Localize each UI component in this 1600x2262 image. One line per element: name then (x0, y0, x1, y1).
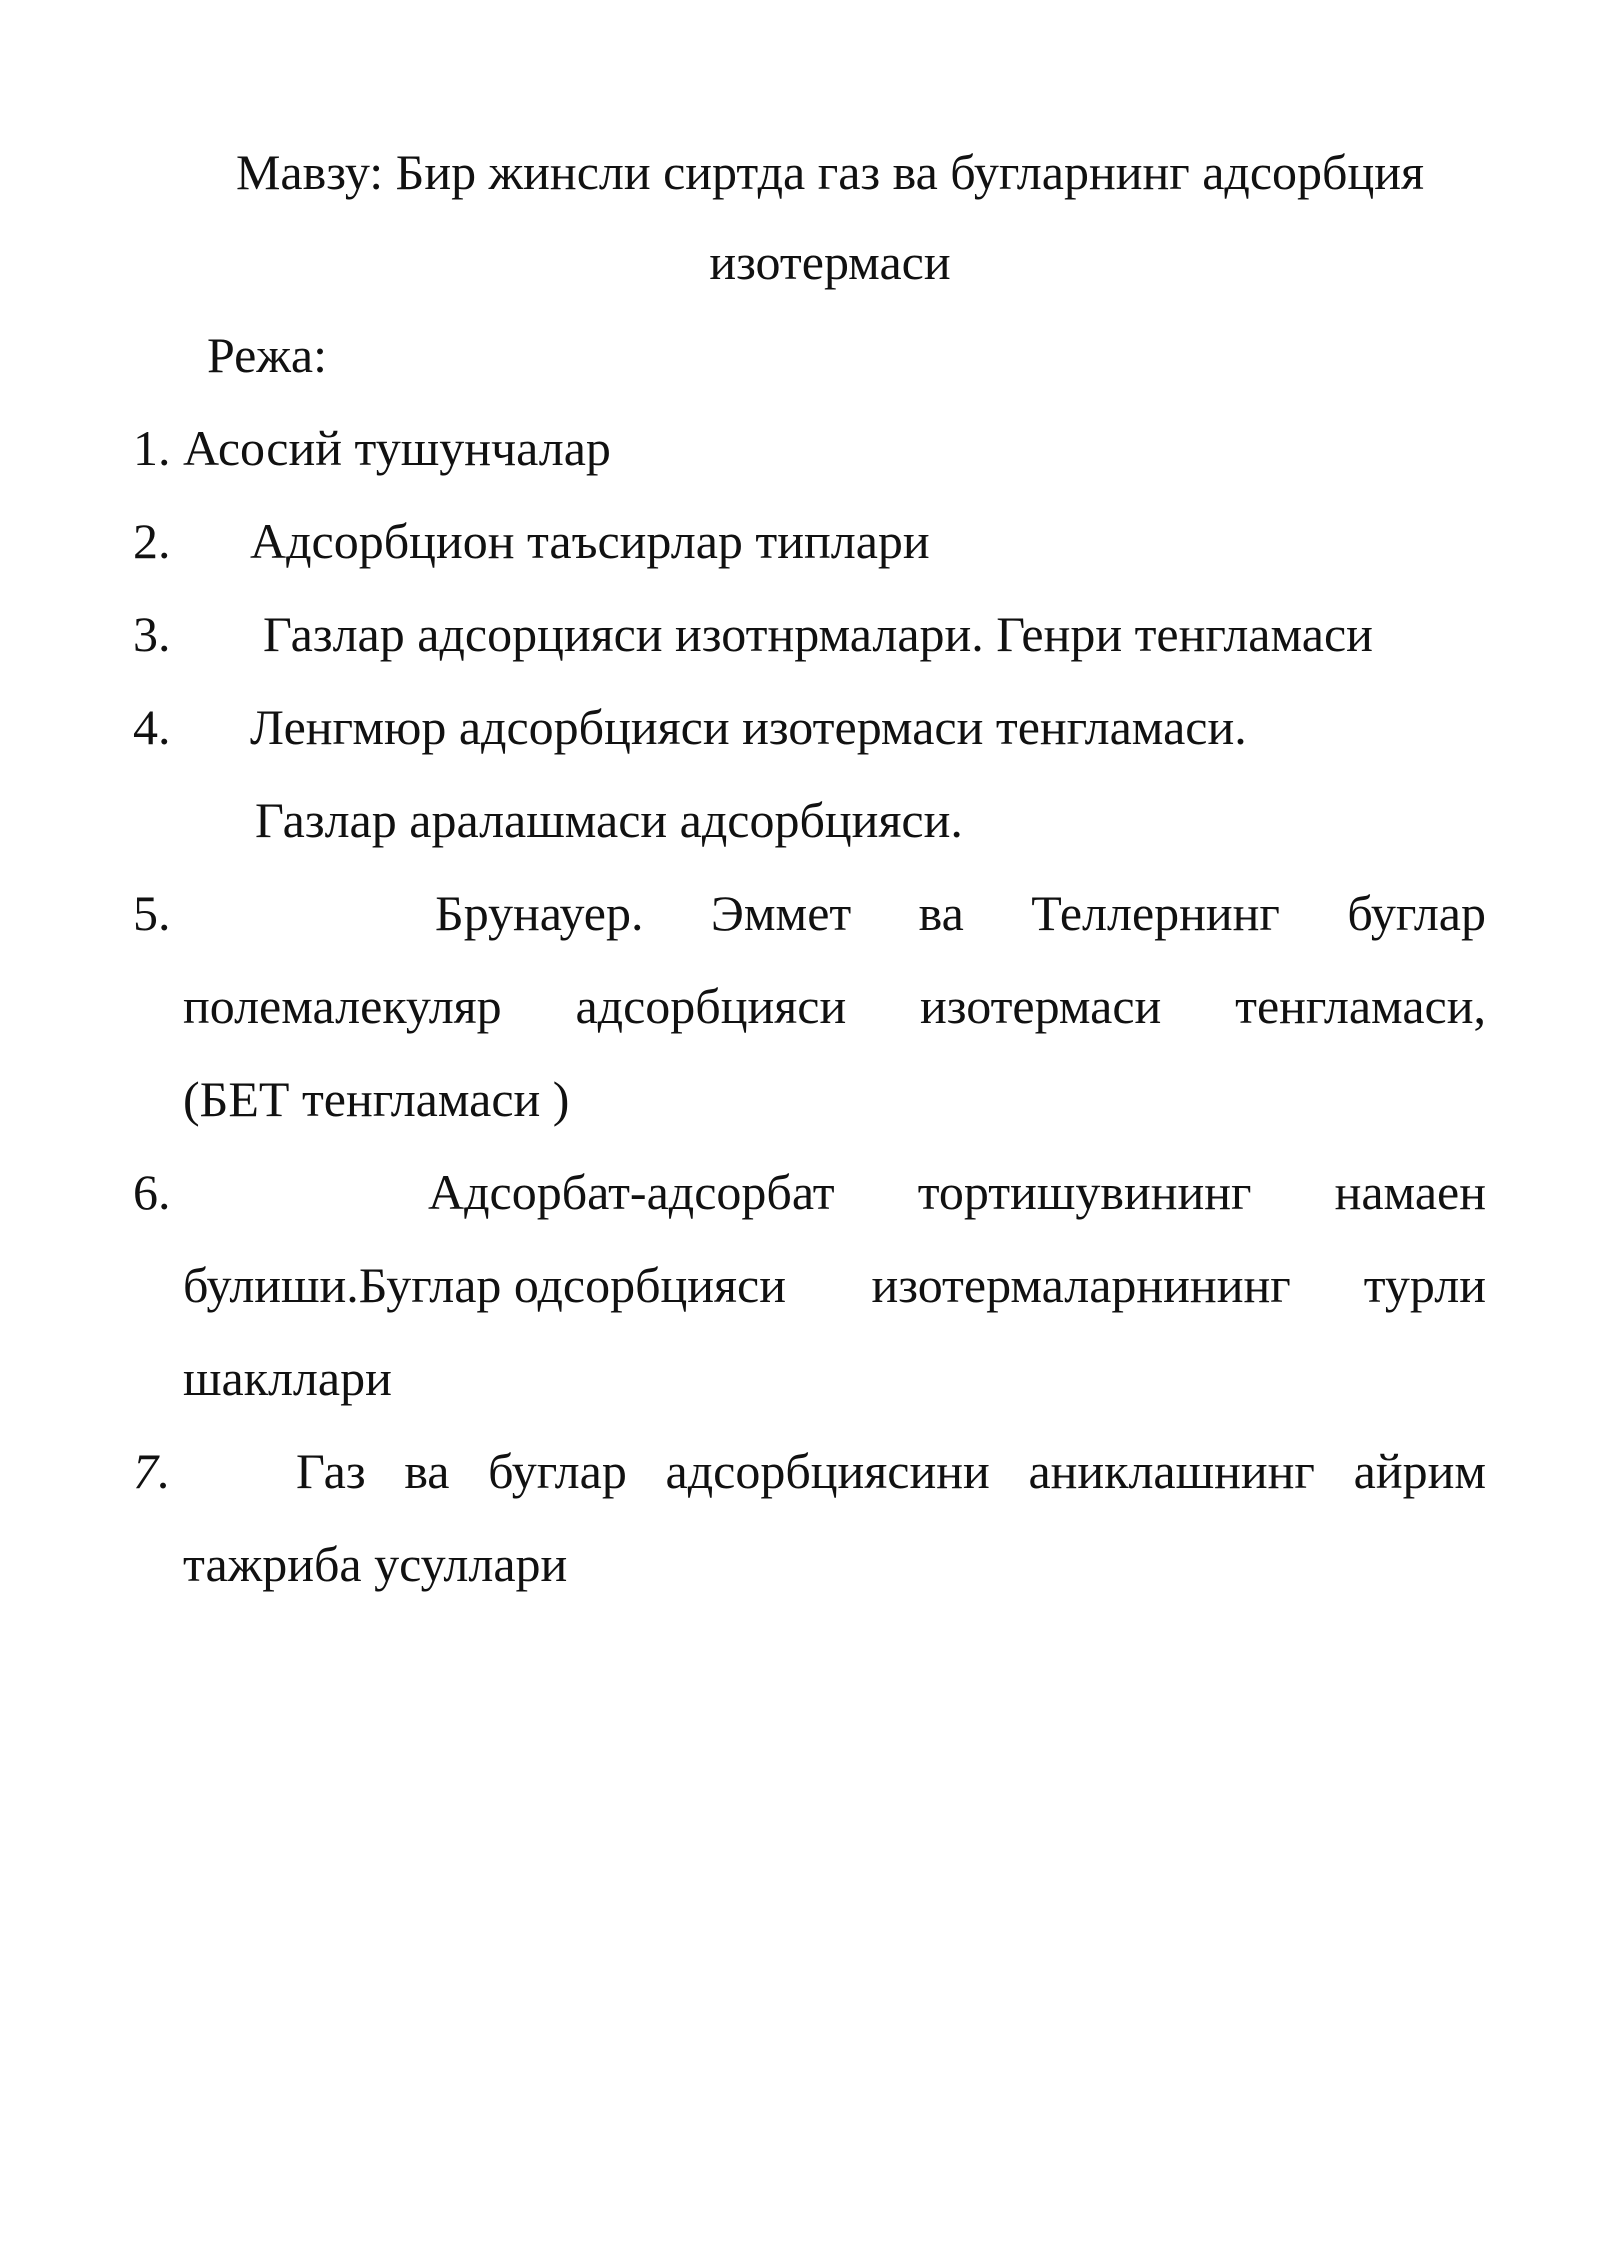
item-7-text-line-2: тажриба усуллари (183, 1536, 568, 1592)
item-5-number: 5. (133, 885, 171, 941)
item-7-number: 7. (133, 1443, 171, 1499)
item-3-text: Газлар адсорцияси изотнрмалари. Генри тенгламаси (263, 606, 1373, 662)
item-4-text-line-1: Ленгмюр адсорбцияси изотермаси тенгламаси. (250, 699, 1247, 755)
item-1-text: Асосий тушунчалар (183, 420, 611, 476)
item-6-text-line-3: шакллари (183, 1350, 392, 1406)
word: буглар (1347, 885, 1486, 941)
word: ва (918, 885, 964, 941)
word: Теллернинг (1031, 885, 1280, 941)
plan-label: Режа: (207, 327, 327, 383)
item-6-text-line-1 (428, 1162, 1486, 1222)
word: изотермаларнининг (871, 1257, 1291, 1313)
title-line-1: Мавзу: Бир жинсли сиртда газ ва бугларнинг адсорбция (235, 144, 1425, 200)
word: Эммет (710, 885, 852, 941)
item-5-text-line-2 (183, 976, 1486, 1036)
word: буглар (488, 1443, 627, 1499)
item-4-number: 4. (133, 699, 171, 755)
title-line-2: изотермаси (709, 234, 951, 290)
word: тенгламаси, (1235, 978, 1486, 1034)
word: намаен (1334, 1164, 1486, 1220)
item-1-number: 1. (133, 420, 171, 476)
item-5-text-line-1 (435, 883, 1486, 943)
word: аниклашнинг (1028, 1443, 1315, 1499)
item-5-text-line-3: (БЕТ тенгламаси ) (183, 1071, 570, 1127)
item-3-number: 3. (133, 606, 171, 662)
item-6-number: 6. (133, 1164, 171, 1220)
word: адсорбцияси (575, 978, 847, 1034)
word: Газ (296, 1443, 366, 1499)
word: тортишувининг (917, 1164, 1252, 1220)
word: изотермаси (920, 978, 1162, 1034)
word: айрим (1353, 1443, 1486, 1499)
word: Адсорбат-адсорбат (428, 1164, 835, 1220)
word: адсорбциясини (665, 1443, 990, 1499)
word: полемалекуляр (183, 978, 502, 1034)
item-6-text-line-2 (183, 1255, 1486, 1315)
word: ва (404, 1443, 450, 1499)
item-7-text-line-1 (296, 1441, 1486, 1501)
word: турли (1363, 1257, 1486, 1313)
item-4-text-line-2: Газлар аралашмаси адсорбцияси. (255, 792, 963, 848)
word: Брунауер. (435, 885, 644, 941)
item-2-number: 2. (133, 513, 171, 569)
word: булиши.Буглар одсорбцияси (183, 1257, 799, 1313)
item-2-text: Адсорбцион таъсирлар типлари (250, 513, 930, 569)
